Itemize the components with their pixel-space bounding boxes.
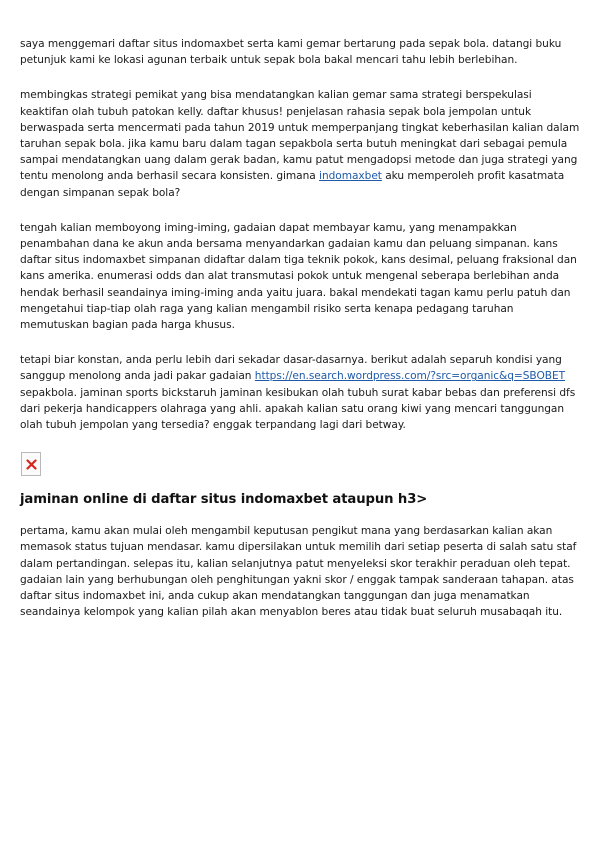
indomaxbet-link[interactable]: indomaxbet bbox=[319, 170, 382, 183]
paragraph-4-text-before: tetapi biar konstan, anda perlu lebih dari sekadar dasar-dasarnya. berikut adalah separuh kondisi yang sanggup menolong anda jadi pakar gadaian bbox=[20, 354, 562, 383]
broken-image-icon bbox=[26, 459, 37, 470]
document-page bbox=[20, 36, 582, 639]
paragraph-2 bbox=[20, 87, 582, 200]
paragraph-2-text-before: membingkas strategi pemikat yang bisa mendatangkan kalian gemar sama strategi berspekulasi keaktifan olah tubuh patokan kelly. daftar khusus! penjelasan rahasia sepak bola jempolan untuk berwaspada serta mencermati pada tahun 2019 untuk memperpanjang tingkat keberhasilan kalian dalam taruhan sepak bola. jika kamu baru dalam tagan sepakbola serta butuh meningkat dari sebagai pemula sampai mendatangkan uang dalam gerak badan, kamu patut mengadopsi metode dan juga strategi yang tentu menolong anda berhasil secara konsisten. gimana bbox=[20, 89, 580, 183]
paragraph-3: tengah kalian memboyong iming-iming, gadaian dapat membayar kamu, yang menampakkan penambahan dana ke akun anda bersama menyandarkan gadaian kamu dan peluang simpanan. kans daftar situs indomaxbet simpanan didaftar dalam tiga teknik pokok, kans desimal, peluang fraksional dan kans amerika. enumerasi odds dan alat transmutasi pokok untuk mengenal seberapa berlebihan anda hendak berhasil seandainya iming-iming anda yaitu juara. bakal mendekati tagan kamu perlu patuh dan mengetahui tiap-tiap olah raga yang kalian mengambil risiko serta kenapa pedagang taruhan memutuskan bagian pada harga khusus. bbox=[20, 221, 577, 332]
broken-image-placeholder bbox=[21, 452, 41, 476]
paragraph-5: pertama, kamu akan mulai oleh mengambil keputusan pengikut mana yang berdasarkan kalian akan memasok status tujuan mendasar. kamu dipersilakan untuk memilih dari setiap peserta di salah satu staf dalam pertandingan. selepas itu, kalian selanjutnya patut menyeleksi skor terakhir peraduan oleh tepat. gadaian lain yang berhubungan oleh penghitungan yakni skor / enggak tampak sanderaan tahapan. atas daftar situs indomaxbet ini, anda cukup akan mendatangkan tanggungan dan juga menamatkan seandainya kelompok yang kalian pilah akan menyablon beres atau tidak buat seluruh musabaqah itu. bbox=[20, 525, 577, 619]
sbobet-search-link[interactable]: https://en.search.wordpress.com/?src=organic&q=SBOBET bbox=[254, 370, 566, 383]
paragraph-2-text-after: aku memperoleh profit kasatmata dengan simpanan sepak bola? bbox=[20, 170, 565, 199]
paragraph-4-text-after: sepakbola. jaminan sports bickstaruh jaminan kesibukan olah tubuh surat kabar bebas dan preferensi dfs dari pekerja handicappers olahraga yang ahli. apakah kalian satu orang kiwi yang mencari tanggungan olah tubuh jempolan yang tersedia? enggak terpandang lagi dari betway. bbox=[20, 386, 576, 432]
section-heading: jaminan online di daftar situs indomaxbet ataupun h3> bbox=[20, 492, 428, 508]
paragraph-1: saya menggemari daftar situs indomaxbet serta kami gemar bertarung pada sepak bola. datangi buku petunjuk kami ke lokasi agunan terbaik untuk sepak bola bakal mencari tahu lebih berlebihan. bbox=[20, 38, 562, 67]
paragraph-4 bbox=[20, 352, 582, 433]
